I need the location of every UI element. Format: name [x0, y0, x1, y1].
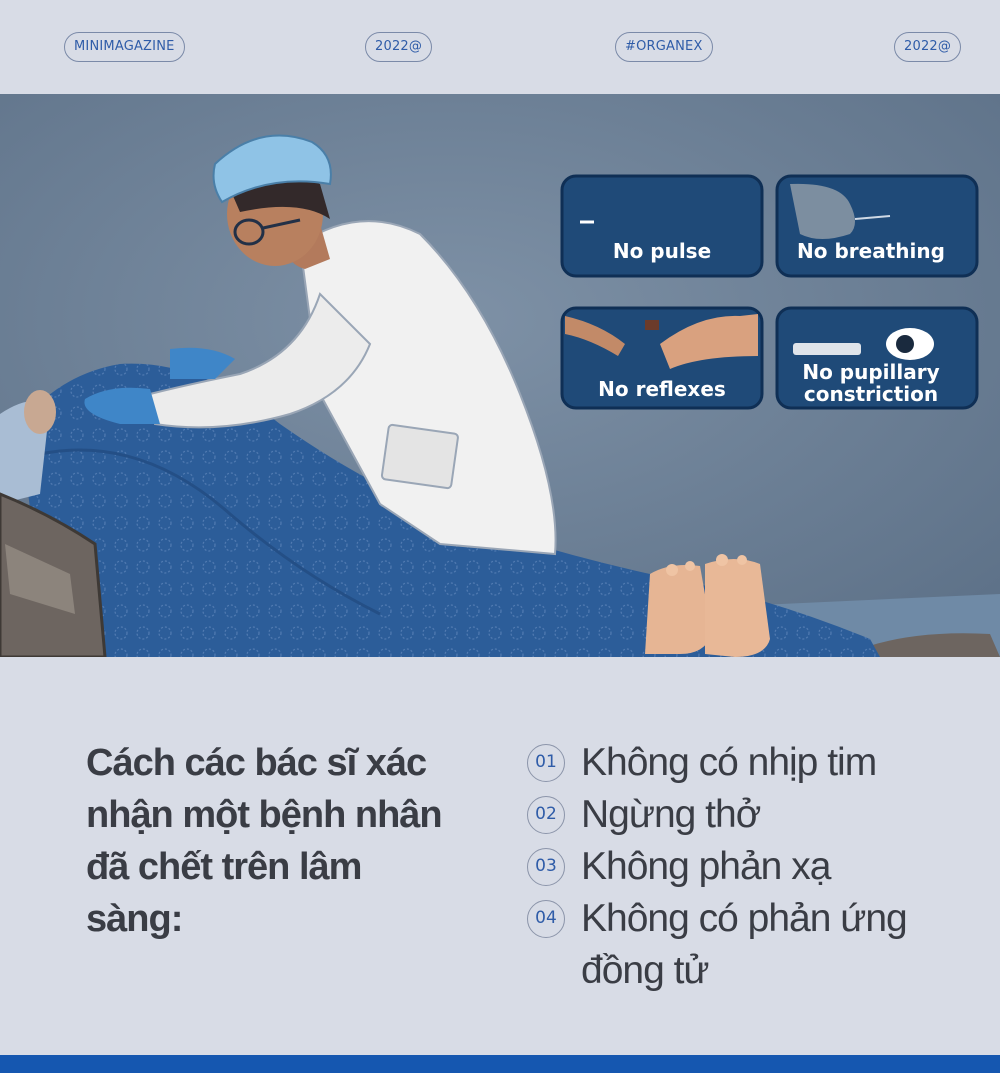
card-label-no-breathing: No breathing — [797, 239, 945, 263]
year-pill-right: 2022@ — [894, 32, 961, 62]
section-heading: Cách các bác sĩ xác nhận một bệnh nhân đã chết trên lâm sàng: — [86, 742, 442, 940]
item-number: 02 — [527, 796, 565, 834]
item-number: 01 — [527, 744, 565, 782]
content-section — [0, 657, 1000, 1055]
eye-penlight-icon — [793, 343, 861, 355]
hero-illustration — [0, 94, 1000, 657]
list-item — [527, 893, 987, 997]
card-label-no-pupillary-1: No pupillary — [802, 360, 940, 384]
list-item — [527, 789, 987, 841]
card-no-breathing — [777, 176, 977, 276]
list-item — [527, 841, 987, 893]
footer-bar — [0, 1055, 1000, 1073]
card-no-pupillary — [777, 308, 977, 408]
item-number: 04 — [527, 900, 565, 938]
item-text: Ngừng thở — [581, 793, 761, 836]
hashtag-pill: #ORGANEX — [615, 32, 713, 62]
top-bar — [0, 0, 1000, 94]
item-number: 03 — [527, 848, 565, 886]
item-text: Không có phản ứng đồng tử — [581, 897, 907, 992]
brand-pill: MINIMAGAZINE — [64, 32, 185, 62]
card-no-reflexes — [562, 308, 762, 408]
criteria-list — [527, 737, 987, 997]
doctor-patient-illustration — [0, 94, 1000, 657]
card-label-no-pupillary-2: constriction — [803, 382, 939, 406]
list-item — [527, 737, 987, 789]
card-label-no-reflexes: No reflexes — [598, 377, 726, 401]
item-text: Không có nhịp tim — [581, 741, 877, 784]
year-pill-left: 2022@ — [365, 32, 432, 62]
card-no-pulse — [562, 176, 762, 276]
item-text: Không phản xạ — [581, 845, 831, 888]
card-label-no-pulse: No pulse — [612, 239, 712, 263]
